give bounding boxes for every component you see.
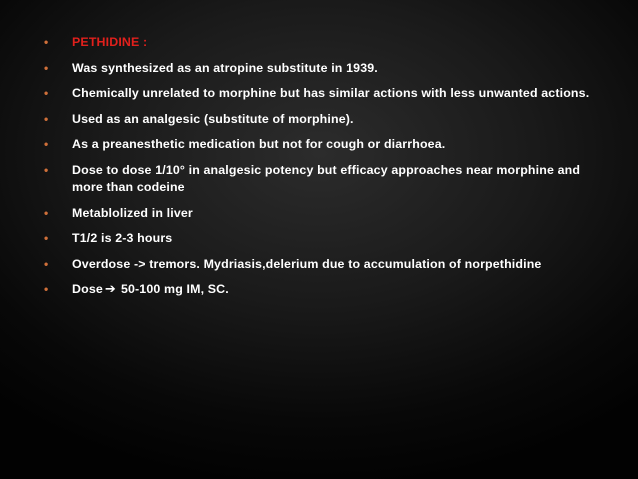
bullet-text: As a preanesthetic medication but not for cough or diarrhoea. (72, 137, 446, 151)
bullet-dot-icon: • (44, 282, 49, 296)
bullet-dot-icon: • (44, 86, 49, 100)
bullet-item-synthesized (44, 60, 604, 78)
bullet-item-overdose (44, 256, 604, 274)
bullet-item-chemically (44, 85, 604, 103)
bullet-text: Was synthesized as an atropine substitute in 1939. (72, 60, 378, 75)
bullet-dot-icon: • (44, 35, 49, 49)
slide-title: PETHIDINE : (72, 35, 148, 49)
bullet-text: Used as an analgesic (substitute of morphine). (72, 111, 354, 126)
bullet-dot-icon: • (44, 162, 49, 177)
bullet-text: Metablolized in liver (72, 205, 193, 220)
dose-value: 50-100 mg IM, SC. (120, 282, 229, 296)
bullet-text: Dose to dose 1/10° in analgesic potency but efficacy approaches near morphine and more than codeine (72, 162, 581, 194)
arrow-right-icon: ➔ (104, 282, 116, 297)
bullet-item-dose (44, 281, 604, 299)
bullet-item-half-life (44, 230, 604, 248)
bullet-dot-icon: • (44, 60, 49, 75)
bullet-text (72, 282, 229, 296)
bullet-dot-icon: • (44, 205, 49, 220)
bullet-item-potency (44, 162, 604, 197)
bullet-dot-icon: • (44, 137, 49, 151)
bullet-item-title (44, 34, 604, 52)
bullet-text: Overdose -> tremors. Mydriasis,delerium due to accumulation of norpethidine (72, 256, 542, 271)
bullet-dot-icon: • (44, 256, 49, 271)
bullet-item-preanesthetic (44, 136, 604, 154)
bullet-item-metabolized (44, 205, 604, 223)
bullet-text: T1/2 is 2-3 hours (72, 231, 173, 245)
dose-label: Dose (72, 282, 103, 296)
bullet-dot-icon: • (44, 111, 49, 126)
bullet-list (44, 34, 604, 307)
bullet-item-analgesic (44, 111, 604, 129)
bullet-dot-icon: • (44, 231, 49, 245)
bullet-text: Chemically unrelated to morphine but has similar actions with less unwanted actions. (72, 86, 590, 100)
